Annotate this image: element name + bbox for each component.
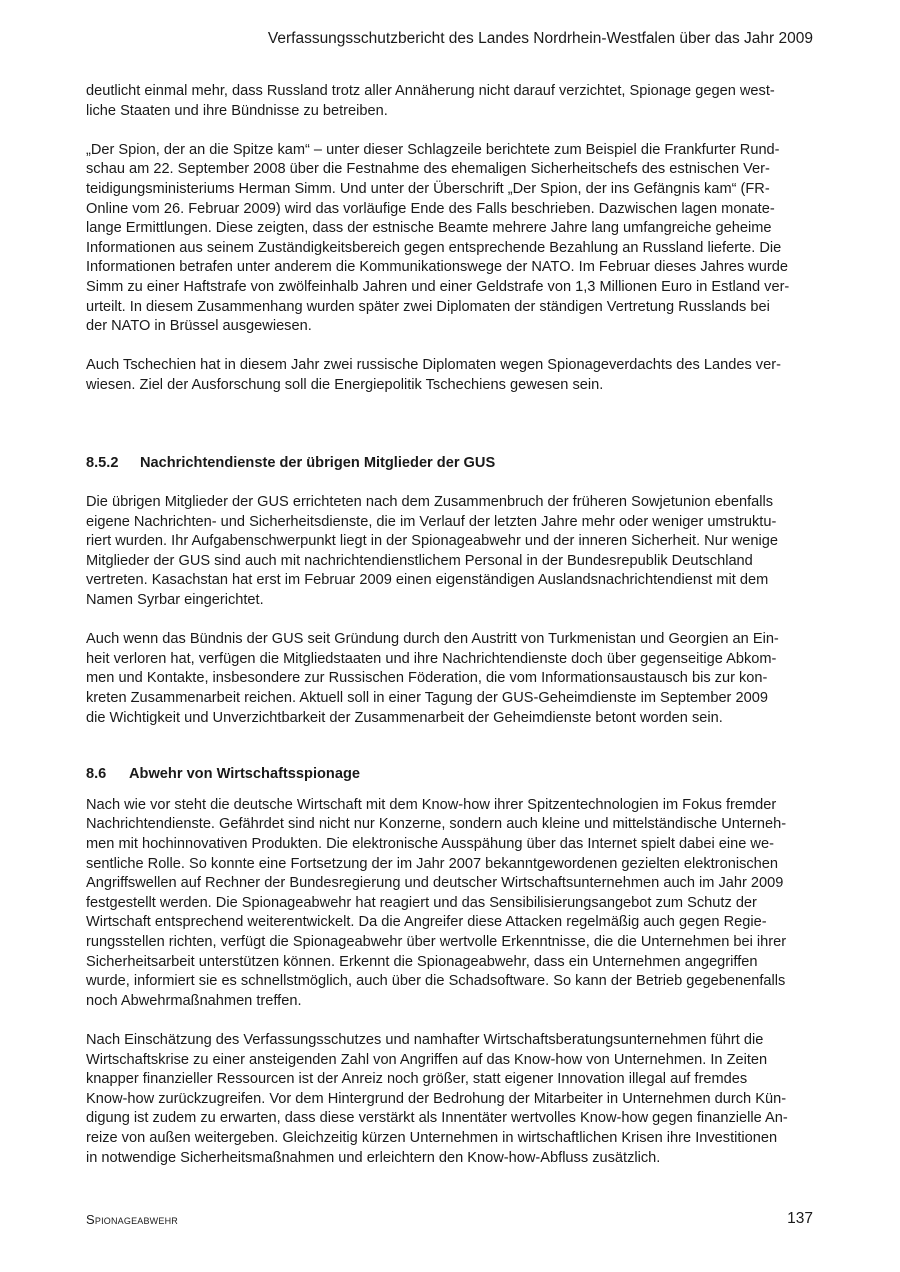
text-line: Angriffswellen auf Rechner der Bundesregierung und deutscher Wirtschaftsunternehmen auch im Jahr 2009 — [86, 875, 784, 892]
text-line: knapper finanzieller Ressourcen ist der Anreiz noch größer, statt eigener Innovation illegal auf fremdes — [86, 1071, 748, 1088]
paragraph-6 — [86, 796, 816, 1012]
section-title: Nachrichtendienste der übrigen Mitglieder der GUS — [140, 454, 496, 471]
section-heading-8-6 — [86, 765, 816, 785]
text-line: kreten Zusammenarbeit reichen. Aktuell soll in einer Tagung der GUS-Geheimdienste im September 2009 — [86, 690, 768, 707]
text-line: der NATO in Brüssel ausgewiesen. — [86, 318, 312, 335]
footer-section-name: Spionageabwehr — [86, 1212, 178, 1227]
paragraph-4 — [86, 493, 816, 611]
text-line: Online vom 26. Februar 2009) wird das vorläufige Ende des Falls beschrieben. Dazwischen lagen monate- — [86, 200, 775, 217]
text-line: Informationen aus seinem Zuständigkeitsbereich gegen entsprechende Bezahlung an Russland lieferte. Die — [86, 239, 782, 256]
text-line: wurde, informiert sie es schnellstmöglich, auch über die Schadsoftware. So kann der Betrieb gegebenenfalls — [86, 973, 786, 990]
text-line: Nach wie vor steht die deutsche Wirtschaft mit dem Know-how ihrer Spitzentechnologien im Fokus fremder — [86, 796, 777, 813]
text-line: schau am 22. September 2008 über die Festnahme des ehemaligen Sicherheitschefs des estnischen Ver- — [86, 161, 770, 178]
text-line: digung ist zudem zu erwarten, dass diese verstärkt als Innentäter wertvolles Know-how gegen finanzielle An- — [86, 1110, 788, 1127]
text-line: men mit hochinnovativen Produkten. Die elektronische Ausspähung über das Internet spielt dabei eine we- — [86, 836, 774, 852]
paragraph-2 — [86, 141, 816, 337]
text-line: Sicherheitsarbeit unterstützen können. Erkennt die Spionageabwehr, dass ein Unternehmen angegriffen — [86, 953, 758, 970]
text-line: Namen Syrbar eingerichtet. — [86, 592, 264, 609]
paragraph-7 — [86, 1031, 816, 1168]
text-line: Nachrichtendienste. Gefährdet sind nicht nur Konzerne, sondern auch kleine und mittelständische Unterneh- — [86, 816, 787, 833]
text-line: wiesen. Ziel der Ausforschung soll die Energiepolitik Tschechiens gewesen sein. — [86, 376, 604, 393]
text-line: liche Staaten und ihre Bündnisse zu betreiben. — [86, 102, 388, 119]
page-number: 137 — [787, 1210, 813, 1227]
running-header: Verfassungsschutzbericht des Landes Nordrhein-Westfalen über das Jahr 2009 — [267, 30, 813, 47]
section-heading-8-5-2 — [86, 454, 816, 474]
text-line: Die übrigen Mitglieder der GUS errichteten nach dem Zusammenbruch der früheren Sowjetunion ebenfalls — [86, 494, 774, 511]
text-line: Know-how zurückzugreifen. Vor dem Hintergrund der Bedrohung der Mitarbeiter in Unternehmen durch Kün- — [86, 1090, 787, 1107]
section-number: 8.6 — [86, 766, 107, 783]
text-line: Mitglieder der GUS sind auch mit nachrichtendienstlichem Personal in der Bundesrepublik Deutschland — [86, 552, 753, 569]
text-line: festgestellt werden. Die Spionageabwehr hat reagiert und das Sensibilisierungsangebot zum Schutz der — [86, 894, 757, 911]
text-line: urteilt. In diesem Zusammenhang wurden später zwei Diplomaten der ständigen Vertretung Russlands bei — [86, 298, 770, 315]
text-line: Wirtschaftskrise zu einer ansteigenden Zahl von Angriffen auf das Know-how von Unternehmen. In Zeiten — [86, 1051, 768, 1068]
section-number: 8.5.2 — [86, 454, 119, 471]
text-line: lange Ermittlungen. Diese zeigten, dass der estnische Beamte mehrere Jahre lang umfangreiche geheime — [86, 220, 772, 237]
text-line: teidigungsministeriums Herman Simm. Und unter der Überschrift „Der Spion, der ins Gefängnis kam“ (FR- — [86, 180, 770, 197]
paragraph-1 — [86, 82, 816, 121]
text-line: Auch Tschechien hat in diesem Jahr zwei russische Diplomaten wegen Spionageverdachts des Landes ver- — [86, 357, 781, 374]
text-line: reize von außen weitergeben. Gleichzeitig kürzen Unternehmen in wirtschaftlichen Krisen ihre Investitionen — [86, 1129, 778, 1146]
text-line: Informationen betrafen unter anderem die Kommunikationswege der NATO. Im Februar dieses Jahres wurde — [86, 259, 788, 276]
text-line: die Wichtigkeit und Unverzichtbarkeit der Zusammenarbeit der Geheimdienste betont worden sein. — [86, 709, 723, 726]
text-line: riert wurden. Ihr Aufgabenschwerpunkt liegt in der Spionageabwehr und der inneren Sicherheit. Nur wenige — [86, 533, 778, 550]
text-line: noch Abwehrmaßnahmen treffen. — [86, 992, 302, 1009]
text-line: eigene Nachrichten- und Sicherheitsdienste, die im Verlauf der letzten Jahre mehr oder weniger umstruktu- — [86, 513, 777, 530]
text-line: deutlicht einmal mehr, dass Russland trotz aller Annäherung nicht darauf verzichtet, Spionage gegen west- — [86, 83, 775, 99]
section-title: Abwehr von Wirtschaftsspionage — [129, 766, 360, 783]
text-line: sentliche Rolle. So konnte eine Fortsetzung der im Jahr 2007 bekanntgewordenen gezielten elektronischen — [86, 855, 779, 872]
text-line: heit verloren hat, verfügen die Mitgliedstaaten und ihre Nachrichtendienste doch über gegenseitige Abkom- — [86, 650, 777, 667]
text-line: Simm zu einer Haftstrafe von zwölfeinhalb Jahren und einer Geldstrafe von 1,3 Millionen Euro in Estland ver- — [86, 278, 790, 295]
text-line: „Der Spion, der an die Spitze kam“ – unter dieser Schlagzeile berichtete zum Beispiel die Frankfurter Rund- — [86, 141, 780, 158]
text-line: in notwendige Sicherheitsmaßnahmen und erleichtern den Know-how-Abfluss zusätzlich. — [86, 1149, 661, 1166]
page-body — [86, 82, 816, 1168]
text-line: Auch wenn das Bündnis der GUS seit Gründung durch den Austritt von Turkmenistan und Georgien an Ein- — [86, 631, 779, 648]
text-line: Wirtschaft entsprechend weiterentwickelt. Da die Angreifer diese Attacken regelmäßig auch gegen Regie- — [86, 914, 767, 931]
paragraph-3 — [86, 356, 816, 395]
text-line: vertreten. Kasachstan hat erst im Februar 2009 einen eigenständigen Auslandsnachrichtendienst mit dem — [86, 572, 769, 589]
text-line: Nach Einschätzung des Verfassungsschutzes und namhafter Wirtschaftsberatungsunternehmen führt die — [86, 1031, 764, 1048]
paragraph-5 — [86, 630, 816, 728]
text-line: men und Kontakte, insbesondere zur Russischen Föderation, die vom Informationsaustausch bis zur kon- — [86, 670, 768, 687]
text-line: rungsstellen richten, verfügt die Spionageabwehr über wertvolle Erkenntnisse, die die Unternehmen bei ihrer — [86, 933, 787, 950]
